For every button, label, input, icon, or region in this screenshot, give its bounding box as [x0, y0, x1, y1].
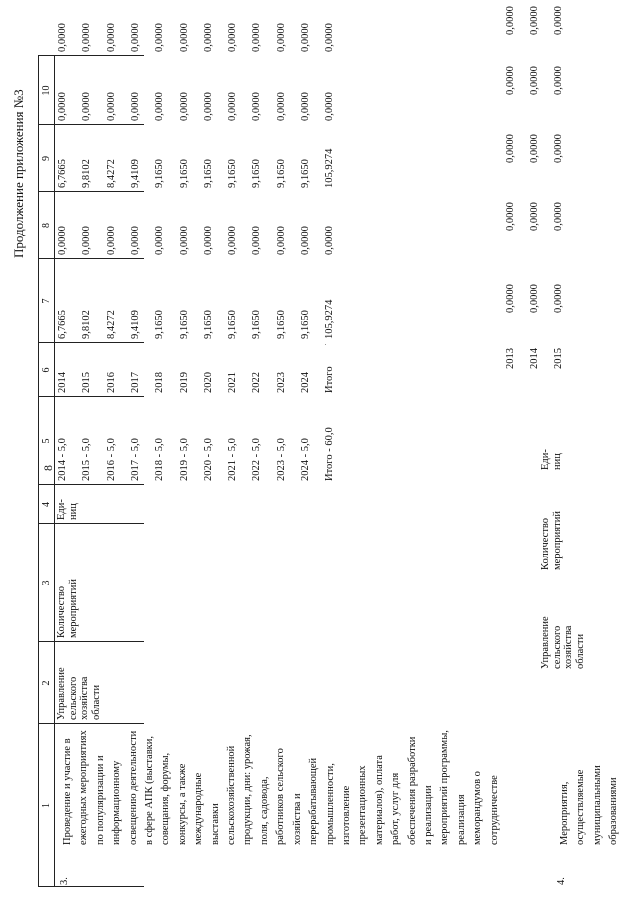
- col7-cell: 0,0000: [227, 226, 238, 255]
- total-cell: 8,4272: [106, 310, 117, 339]
- description-line: освещению деятельности: [127, 730, 139, 845]
- total-cell: 9,1650: [179, 310, 190, 339]
- col9-cell: 0,0000: [505, 66, 516, 95]
- col9-cell: 0,0000: [553, 66, 564, 95]
- col8-cell: 9,8102: [81, 159, 92, 188]
- col9-cell: 0,0000: [227, 92, 238, 121]
- row-4-number: 4.: [556, 877, 567, 885]
- col7-cell: 0,0000: [179, 226, 190, 255]
- total-cell: 9,1650: [203, 310, 214, 339]
- description-line: ежегодных мероприятиях: [78, 730, 90, 845]
- target-value: 2015 - 5,0: [81, 438, 92, 481]
- year-cell: 2017: [130, 372, 141, 393]
- description-line: и реализации: [422, 785, 434, 845]
- col-border: [38, 396, 144, 397]
- col8-cell: 9,1650: [251, 159, 262, 188]
- col10-cell: 0,0000: [553, 6, 564, 35]
- col-header-3: 3: [41, 580, 52, 586]
- col7-cell: 0,0000: [324, 226, 335, 255]
- description-line: выставки: [209, 803, 221, 845]
- total-cell: 9,4109: [130, 310, 141, 339]
- description-line: Проведение и участие в: [62, 738, 73, 845]
- year-cell: 2021: [227, 372, 238, 393]
- description-line: реализация: [455, 794, 467, 845]
- year-cell: 2024: [300, 372, 311, 393]
- unit-line: ниц: [67, 503, 79, 520]
- description-line: муниципальными: [591, 765, 603, 845]
- row-3-description: [60, 730, 503, 887]
- col9-cell: 0,0000: [276, 92, 287, 121]
- target-value: 2023 - 5,0: [276, 438, 287, 481]
- description-line: осуществляемые: [575, 769, 587, 845]
- col7-cell: 0,0000: [81, 226, 92, 255]
- col-header-6: 6: [41, 367, 52, 373]
- col-header-2: 2: [41, 680, 52, 686]
- col7-cell: 0,0000: [300, 226, 311, 255]
- col7-cell: 0,0000: [553, 202, 564, 231]
- year-cell: 2022: [251, 372, 262, 393]
- row-4-indicator: [540, 511, 563, 570]
- col8-cell: 0,0000: [505, 134, 516, 163]
- description-line: конкурсы, а также: [176, 763, 188, 845]
- year-cell: 2015: [553, 348, 564, 369]
- year-cell: 2015: [81, 372, 92, 393]
- total-cell: 0,0000: [505, 284, 516, 313]
- description-line: поля, садовода,: [258, 776, 270, 845]
- row-3-number: 3.: [59, 877, 70, 885]
- col9-cell: 0,0000: [81, 92, 92, 121]
- col-border: [38, 723, 144, 724]
- total-cell: 105,9274: [324, 299, 335, 339]
- col7-cell: 0,0000: [106, 226, 117, 255]
- col9-cell: 0,0000: [130, 92, 141, 121]
- row-3-unit: [56, 499, 79, 520]
- target-value: 2020 - 5,0: [203, 438, 214, 481]
- description-line: материалов), оплата: [373, 755, 385, 845]
- description-line: продукции, дни: урожая,: [242, 734, 254, 845]
- col7-cell: 0,0000: [57, 226, 68, 255]
- col10-cell: 0,0000: [505, 6, 516, 35]
- col9-cell: 0,0000: [251, 92, 262, 121]
- col7-cell: 0,0000: [276, 226, 287, 255]
- col7-cell: 0,0000: [130, 226, 141, 255]
- responsible-line: Управление: [540, 616, 551, 669]
- unit-line: ниц: [551, 453, 563, 470]
- description-line: меморандумов о: [472, 771, 484, 845]
- year-cell: 2018: [154, 372, 165, 393]
- col10-cell: 0,0000: [227, 23, 238, 52]
- col8-cell: 0,0000: [529, 134, 540, 163]
- description-line: работников сельского: [275, 748, 287, 845]
- unit-line: Еди-: [56, 499, 67, 520]
- description-line: мероприятий программы,: [439, 730, 451, 845]
- col-header-8: 8: [41, 223, 52, 228]
- description-line: перерабатывающей: [308, 757, 320, 845]
- col7-cell: 0,0000: [203, 226, 214, 255]
- unit-line: Еди-: [540, 449, 551, 470]
- target-value: 2019 - 5,0: [179, 438, 190, 481]
- responsible-line: области: [574, 633, 586, 669]
- col10-cell: 0,0000: [81, 23, 92, 52]
- year-cell: 2014: [57, 372, 68, 393]
- col10-cell: 0,0000: [106, 23, 117, 52]
- col8-cell: 9,1650: [227, 159, 238, 188]
- col9-cell: 0,0000: [324, 92, 335, 121]
- total-cell: 9,8102: [81, 310, 92, 339]
- indicator-line: Количество: [56, 585, 67, 638]
- col9-cell: 0,0000: [179, 92, 190, 121]
- description-line: работ, услуг для: [390, 772, 402, 845]
- col-border: [38, 55, 144, 56]
- total-cell: 9,1650: [251, 310, 262, 339]
- col-header-7: 7: [41, 298, 52, 304]
- responsible-line: Управление: [56, 667, 67, 720]
- indicator-line: мероприятий: [67, 579, 79, 638]
- col-border: [38, 124, 144, 125]
- col10-cell: 0,0000: [130, 23, 141, 52]
- header-row-border: [54, 55, 55, 887]
- row-4-description: [557, 765, 623, 887]
- col10-cell: 0,0000: [324, 23, 335, 52]
- target-value: 2018 - 5,0: [154, 438, 165, 481]
- description-line: образованиями: [608, 777, 620, 845]
- description-line: презентационных: [357, 765, 369, 845]
- total-cell: 9,1650: [154, 310, 165, 339]
- target-value: 2017 - 5,0: [130, 438, 141, 481]
- row-3-responsible: [56, 667, 102, 720]
- page-number: 8: [41, 465, 55, 471]
- target-value: 2014 - 5,0: [57, 438, 68, 481]
- description-line: информационному: [111, 760, 123, 845]
- target-value: 2016 - 5,0: [106, 438, 117, 481]
- description-line: Мероприятия,: [559, 781, 570, 845]
- col8-cell: 9,1650: [276, 159, 287, 188]
- responsible-line: хозяйства: [563, 625, 574, 669]
- col-border: [38, 484, 144, 485]
- description-line: по популяризации и: [94, 755, 106, 845]
- col9-cell: 0,0000: [529, 66, 540, 95]
- col8-cell: 9,1650: [179, 159, 190, 188]
- responsible-line: сельского: [67, 676, 79, 720]
- col9-cell: 0,0000: [154, 92, 165, 121]
- year-cell: 2020: [203, 372, 214, 393]
- col10-cell: 0,0000: [300, 23, 311, 52]
- description-line: совещания, форумы,: [160, 752, 172, 845]
- total-cell: 0,0000: [553, 284, 564, 313]
- target-value: 2024 - 5,0: [300, 438, 311, 481]
- target-value: Итого - 60,0: [324, 427, 335, 481]
- scan-speck: [325, 344, 326, 345]
- responsible-line: хозяйства: [79, 676, 90, 720]
- description-line: международные: [193, 772, 205, 845]
- col8-cell: 6,7665: [57, 159, 68, 188]
- description-line: обеспечения разработки: [406, 736, 418, 845]
- col9-cell: 0,0000: [300, 92, 311, 121]
- col7-cell: 0,0000: [505, 202, 516, 231]
- col8-cell: 9,4109: [130, 159, 141, 188]
- col8-cell: 8,4272: [106, 159, 117, 188]
- col-header-9: 9: [41, 156, 52, 161]
- target-value: 2021 - 5,0: [227, 438, 238, 481]
- col-border: [38, 342, 144, 343]
- col-border: [38, 641, 144, 642]
- target-value: 2022 - 5,0: [251, 438, 262, 481]
- description-line: промышленности,: [324, 763, 336, 845]
- col-header-4: 4: [41, 502, 52, 507]
- total-cell: 0,0000: [529, 284, 540, 313]
- col8-cell: 0,0000: [553, 134, 564, 163]
- description-line: изготовление: [340, 785, 352, 845]
- col9-cell: 0,0000: [203, 92, 214, 121]
- year-cell: 2019: [179, 372, 190, 393]
- indicator-line: Количество: [540, 517, 551, 570]
- year-cell: 2016: [106, 372, 117, 393]
- col-border: [38, 258, 144, 259]
- col8-cell: 9,1650: [154, 159, 165, 188]
- col-border: [38, 523, 144, 524]
- col9-cell: 0,0000: [106, 92, 117, 121]
- col10-cell: 0,0000: [179, 23, 190, 52]
- col10-cell: 0,0000: [57, 23, 68, 52]
- col7-cell: 0,0000: [251, 226, 262, 255]
- description-line: хозяйства и: [291, 793, 303, 845]
- col8-cell: 9,1650: [300, 159, 311, 188]
- col7-cell: 0,0000: [154, 226, 165, 255]
- year-cell: 2013: [505, 348, 516, 369]
- indicator-line: мероприятий: [551, 511, 563, 570]
- total-cell: 9,1650: [300, 310, 311, 339]
- row-4-unit: [540, 449, 563, 470]
- total-cell: 9,1650: [276, 310, 287, 339]
- year-cell: 2014: [529, 348, 540, 369]
- col10-cell: 0,0000: [203, 23, 214, 52]
- col9-cell: 0,0000: [57, 92, 68, 121]
- row-4-responsible: [540, 616, 586, 669]
- appendix-caption: Продолжение приложения №3: [11, 89, 26, 258]
- total-cell: 9,1650: [227, 310, 238, 339]
- col-header-1: 1: [41, 803, 52, 808]
- col-border: [38, 191, 144, 192]
- col10-cell: 0,0000: [154, 23, 165, 52]
- description-line: сельскохозяйственной: [226, 745, 238, 845]
- responsible-line: сельского: [551, 625, 563, 669]
- col7-cell: 0,0000: [529, 202, 540, 231]
- total-cell: 6,7665: [57, 310, 68, 339]
- col-header-5: 5: [41, 438, 52, 444]
- year-cell: Итого: [324, 366, 335, 393]
- responsible-line: области: [90, 684, 102, 720]
- description-line: сотрудничестве: [488, 775, 500, 845]
- col10-cell: 0,0000: [251, 23, 262, 52]
- row-3-indicator: [56, 579, 79, 638]
- col8-cell: 9,1650: [203, 159, 214, 188]
- description-line: в сфере АПК (выставки,: [144, 735, 156, 845]
- col-header-10: 10: [41, 85, 52, 96]
- col8-cell: 105,9274: [324, 148, 335, 188]
- year-cell: 2023: [276, 372, 287, 393]
- col10-cell: 0,0000: [276, 23, 287, 52]
- col10-cell: 0,0000: [529, 6, 540, 35]
- table-top-border: [38, 55, 39, 887]
